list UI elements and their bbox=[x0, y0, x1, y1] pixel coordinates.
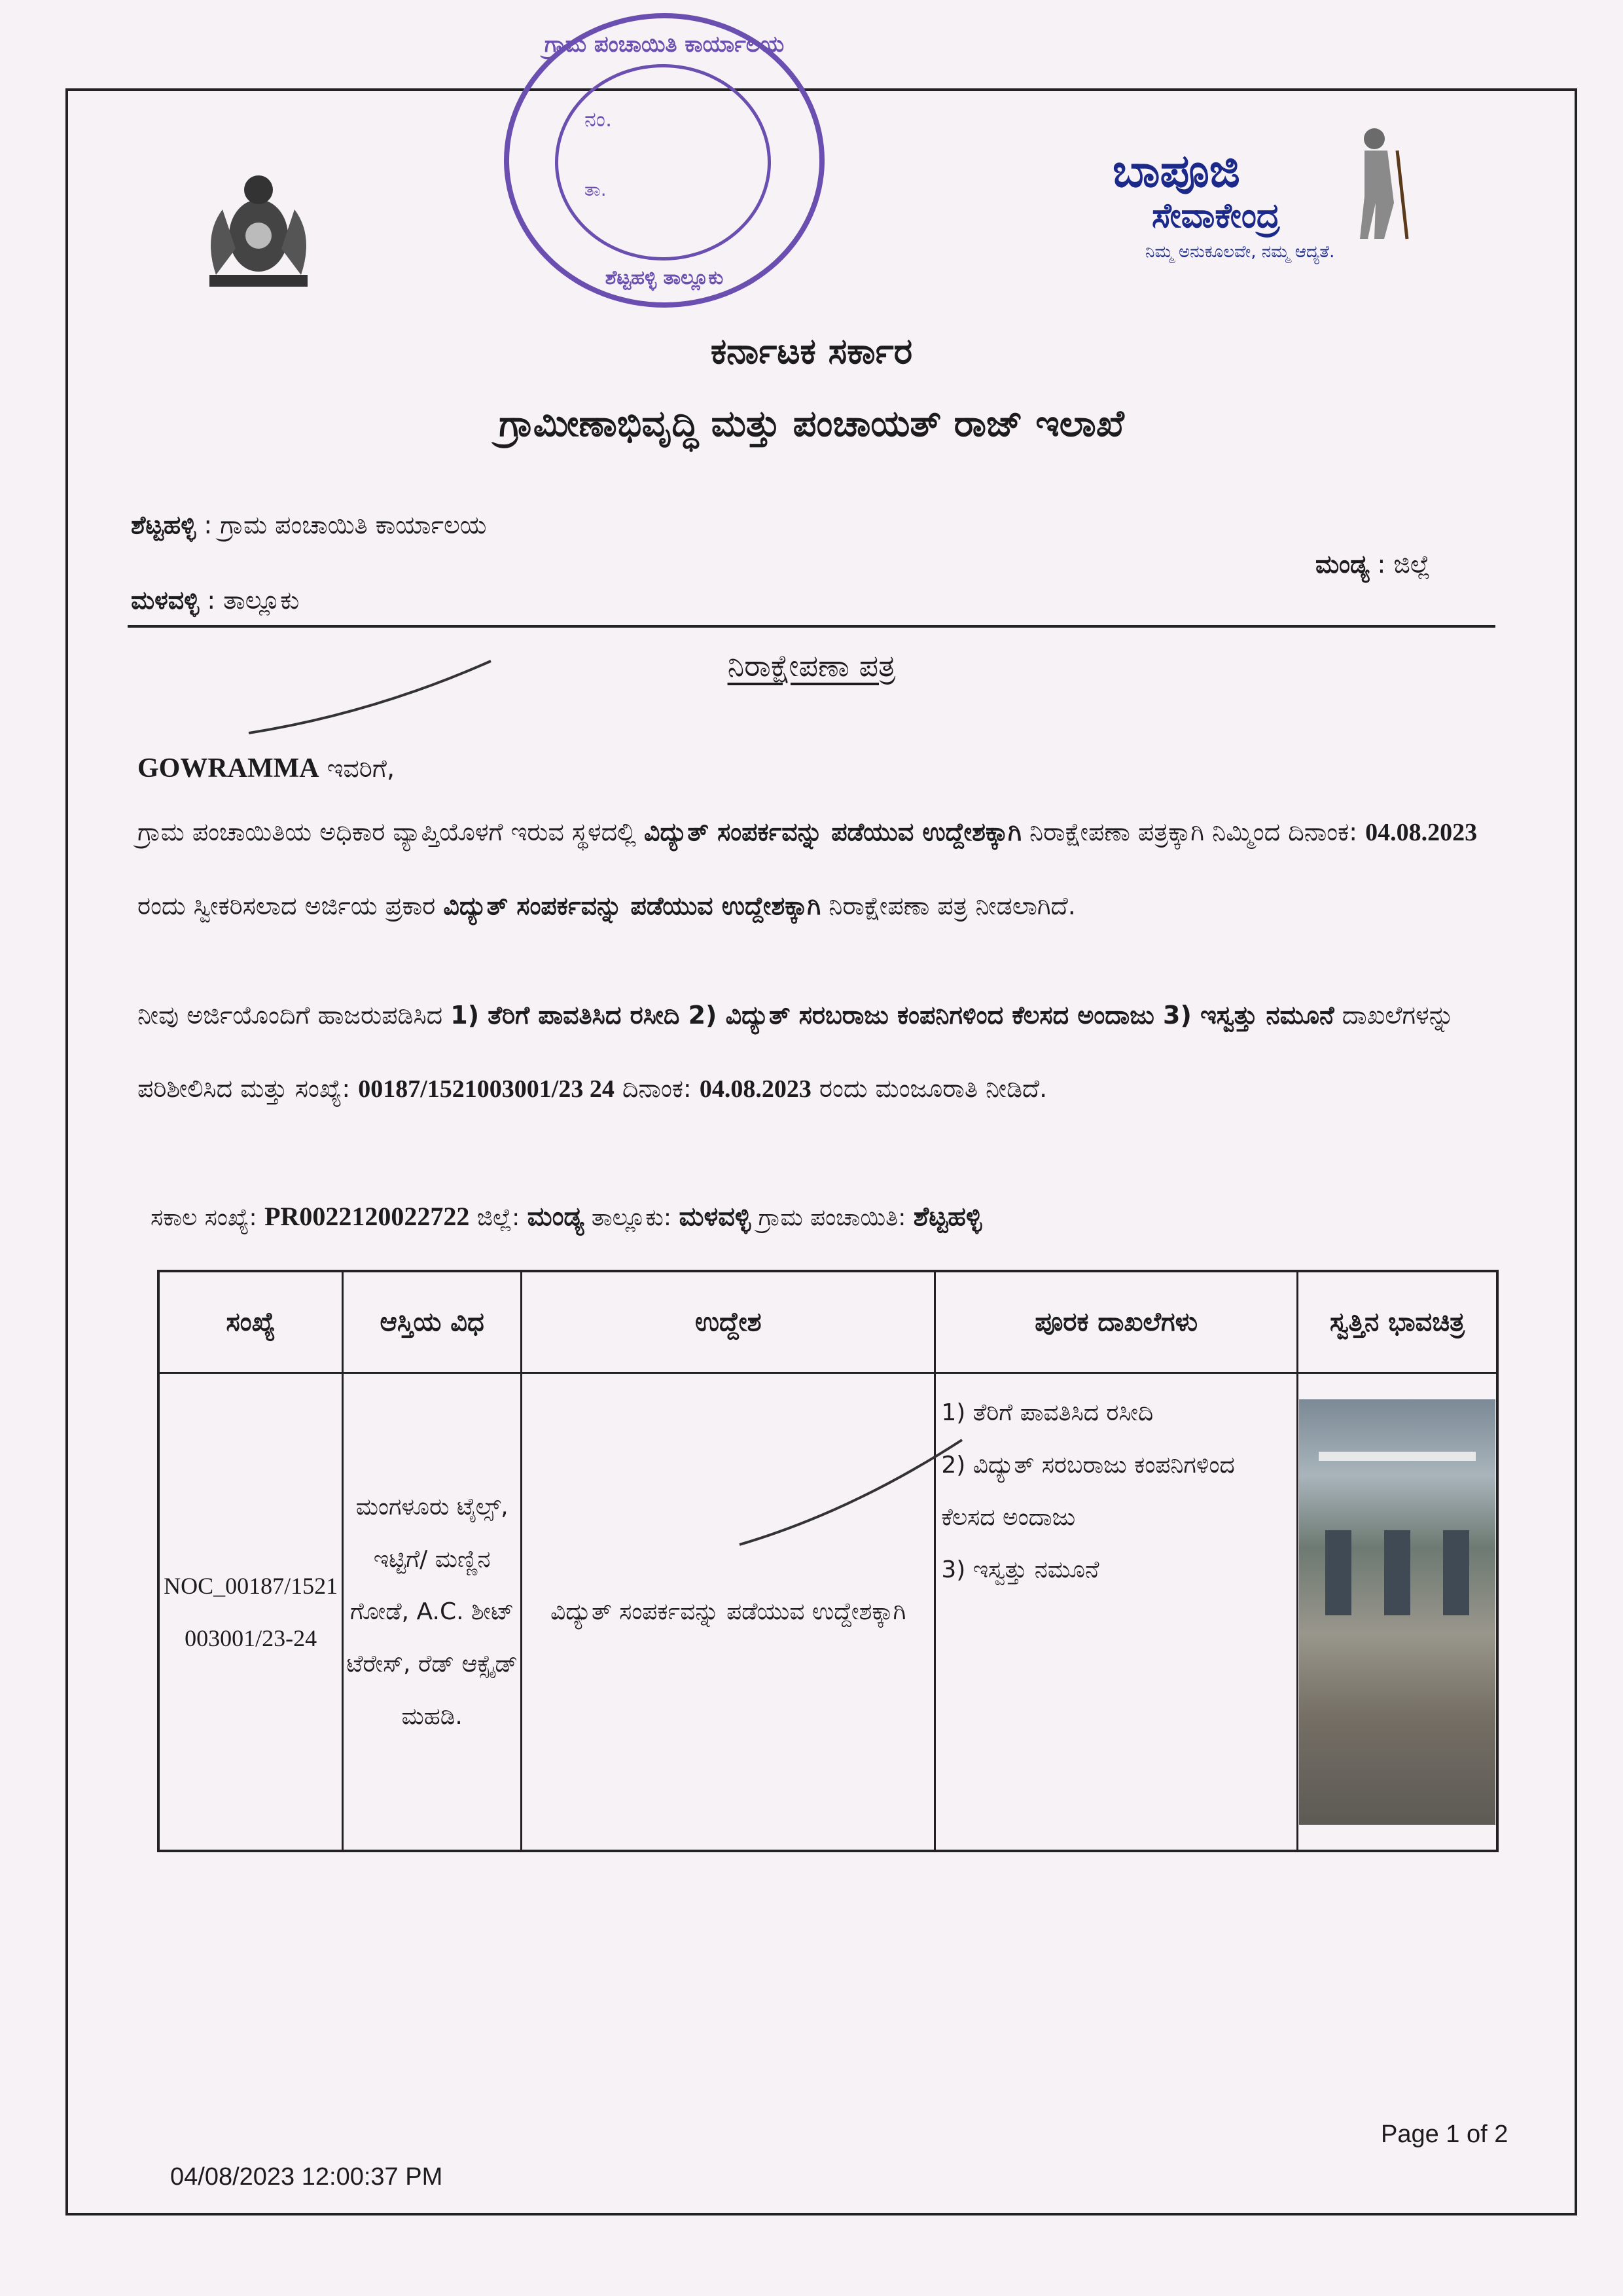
doc-item: 1) ತೆರಿಗೆ ಪಾವತಿಸಿದ ರಸೀದಿ bbox=[941, 1399, 1154, 1426]
page-number: Page 1 of 2 bbox=[1381, 2121, 1508, 2148]
column-header-supporting-docs: ಪೂರಕ ದಾಖಲೆಗಳು bbox=[935, 1271, 1298, 1373]
print-datetime: 04/08/2023 12:00:37 PM bbox=[170, 2163, 443, 2191]
header-divider bbox=[128, 625, 1495, 628]
doc-item: 2) ವಿದ್ಯುತ್ ಸರಬರಾಜು ಕಂಪನಿಗಳಿಂದ ಕೆಲಸದ ಅಂದಾಜು bbox=[941, 1452, 1235, 1531]
addressee-name: GOWRAMMA bbox=[137, 753, 319, 783]
taluk-suffix: : ತಾಲ್ಲೂಕು bbox=[199, 586, 300, 615]
sakala-number: PR0022120022722 bbox=[264, 1202, 470, 1231]
taluk-line bbox=[131, 586, 299, 615]
column-header-property-photo: ಸ್ವತ್ತಿನ ಭಾವಚಿತ್ರ bbox=[1297, 1271, 1497, 1373]
karnataka-emblem-icon bbox=[177, 164, 340, 295]
column-header-purpose: ಉದ್ದೇಶ bbox=[522, 1271, 935, 1373]
district-suffix: : ಜಿಲ್ಲೆ bbox=[1369, 550, 1431, 579]
paragraph-application: ಗ್ರಾಮ ಪಂಚಾಯಿತಿಯ ಅಧಿಕಾರ ವ್ಯಾಪ್ತಿಯೊಳಗೆ ಇರುವ ಸ್ಥಳದಲ್ಲಿ ವಿದ್ಯುತ್ ಸಂಪರ್ಕವನ್ನು ಪಡೆಯುವ ಉದ್ದೇಶಕ್ಕಾಗಿ ನಿರಾಕ್ಷೇಪಣಾ ಪತ್ರಕ್ಕಾಗಿ ನಿಮ್ಮಿಂದ ದಿನಾಂಕ: 04.08.2023 ರಂದು ಸ್ವೀಕರಿಸಲಾದ ಅರ್ಜಿಯ ಪ್ರಕಾರ ವಿದ್ಯುತ್ ಸಂಪರ್ಕವನ್ನು ಪಡೆಯುವ ಉದ್ದೇಶಕ್ಕಾಗಿ ನಿರಾಕ್ಷೇಪಣಾ ಪತ್ರ ನೀಡಲಾಗಿದೆ. bbox=[137, 817, 1478, 920]
district-line bbox=[1315, 550, 1431, 579]
doc-item: 3) ಇಸ್ವತ್ತು ನಮೂನೆ bbox=[941, 1556, 1099, 1583]
noc-details-table bbox=[157, 1270, 1499, 1852]
stamp-bottom-text: ಶೆಟ್ಟಹಳ್ಳಿ ತಾಲ್ಲೂಕು bbox=[605, 266, 724, 289]
pen-mark bbox=[242, 655, 504, 746]
stamp-inner-ring bbox=[555, 64, 771, 260]
logo-tagline: ನಿಮ್ಮ ಅನುಕೂಲವೇ, ನಮ್ಮ ಆದ್ಯತೆ. bbox=[1145, 242, 1335, 262]
village-suffix: : ಗ್ರಾಮ ಪಂಚಾಯಿತಿ ಕಾರ್ಯಾಲಯ bbox=[196, 511, 487, 539]
gandhi-figure-icon bbox=[1335, 124, 1420, 242]
sanction-number: 00187/1521003001/23 24 bbox=[358, 1075, 615, 1103]
village-office-line bbox=[131, 511, 486, 540]
bapuji-sevakendra-logo bbox=[1113, 124, 1427, 281]
stamp-number-label: ನಂ. bbox=[584, 107, 613, 132]
district-name: ಮಂಡ್ಯ bbox=[1315, 550, 1370, 579]
pen-mark bbox=[733, 1433, 969, 1551]
addressee-suffix: ಇವರಿಗೆ, bbox=[319, 754, 395, 783]
column-header-number: ಸಂಖ್ಯೆ bbox=[158, 1271, 343, 1373]
property-type: ಮಂಗಳೂರು ಟೈಲ್ಸ್, ಇಟ್ಟಿಗೆ/ ಮಣ್ಣಿನ ಗೋಡೆ, A.C. ಶೀಟ್ ಟೆರೇಸ್, ರೆಡ್ ಆಕ್ಸೈಡ್ ಮಹಡಿ. bbox=[343, 1373, 522, 1852]
stamp-outer-text: ಗ್ರಾಮ ಪಂಚಾಯಿತಿ ಕಾರ್ಯಾಲಯ bbox=[544, 31, 785, 58]
taluk-name: ಮಳವಳ್ಳಿ bbox=[131, 586, 200, 615]
sanction-date: 04.08.2023 bbox=[699, 1075, 812, 1103]
document-title: ನಿರಾಕ್ಷೇಪಣಾ ಪತ್ರ bbox=[727, 648, 896, 683]
logo-title: ಬಾಪೂಜಿ bbox=[1113, 144, 1240, 198]
stamp-date-label: ತಾ. bbox=[584, 179, 607, 200]
table-header-row bbox=[158, 1271, 1497, 1373]
property-photo-cell bbox=[1297, 1373, 1497, 1852]
supporting-docs bbox=[935, 1373, 1298, 1852]
government-title: ಕರ್ನಾಟಕ ಸರ್ಕಾರ bbox=[710, 331, 913, 372]
department-title: ಗ್ರಾಮೀಣಾಭಿವೃದ್ಧಿ ಮತ್ತು ಪಂಚಾಯತ್ ರಾಜ್ ಇಲಾಖೆ bbox=[499, 403, 1124, 445]
noc-number: NOC_00187/1521003001/23-24 bbox=[158, 1373, 343, 1852]
office-stamp bbox=[504, 13, 825, 308]
column-header-property-type: ಆಸ್ತಿಯ ವಿಧ bbox=[343, 1271, 522, 1373]
sakala-meta-line: ಸಕಾಲ ಸಂಖ್ಯೆ: PR0022120022722 ಜಿಲ್ಲೆ: ಮಂಡ್ಯ ತಾಲ್ಲೂಕು: ಮಳವಳ್ಳಿ ಗ್ರಾಮ ಪಂಚಾಯಿತಿ: ಶೆಟ್ಟಹಳ್ಳಿ bbox=[151, 1202, 982, 1231]
addressee bbox=[137, 753, 395, 784]
application-date: 04.08.2023 bbox=[1365, 819, 1478, 846]
property-photo bbox=[1299, 1399, 1495, 1825]
village-name: ಶೆಟ್ಟಹಳ್ಳಿ bbox=[131, 511, 196, 539]
purpose: ವಿದ್ಯುತ್ ಸಂಪರ್ಕವನ್ನು ಪಡೆಯುವ ಉದ್ದೇಶಕ್ಕಾಗಿ bbox=[522, 1373, 935, 1852]
logo-subtitle: ಸೇವಾಕೇಂದ್ರ bbox=[1152, 196, 1280, 236]
paragraph-sanction: ನೀವು ಅರ್ಜಿಯೊಂದಿಗೆ ಹಾಜರುಪಡಿಸಿದ 1) ತೆರಿಗೆ ಪಾವತಿಸಿದ ರಸೀದಿ 2) ವಿದ್ಯುತ್ ಸರಬರಾಜು ಕಂಪನಿಗಳಿಂದ ಕೆಲಸದ ಅಂದಾಜು 3) ಇಸ್ವತ್ತು ನಮೂನೆ ದಾಖಲೆಗಳನ್ನು ಪರಿಶೀಲಿಸಿದ ಮತ್ತು ಸಂಖ್ಯೆ: 00187/1521003001/23 24 ದಿನಾಂಕ: 04.08.2023 ರಂದು ಮಂಜೂರಾತಿ ನೀಡಿದೆ. bbox=[137, 1001, 1454, 1103]
